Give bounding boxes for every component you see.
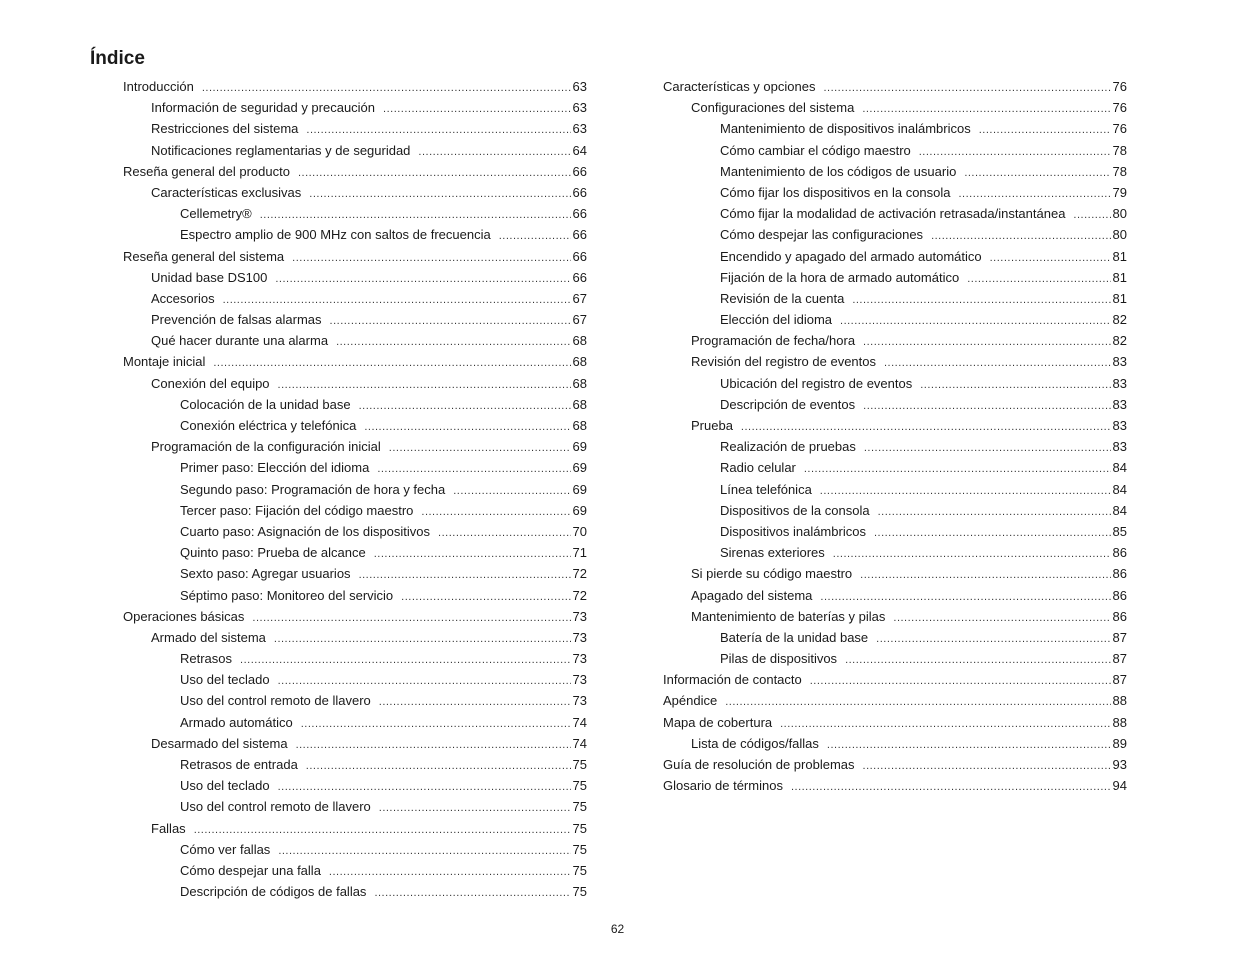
toc-entry-label: Mantenimiento de baterías y pilas bbox=[691, 608, 886, 624]
toc-entry bbox=[123, 457, 587, 478]
toc-entry-label: Características y opciones bbox=[663, 79, 816, 94]
toc-dot-leader bbox=[862, 99, 1110, 120]
toc-entry bbox=[663, 182, 1127, 203]
toc-entry bbox=[663, 415, 1127, 436]
toc-entry bbox=[123, 690, 587, 711]
toc-entry-page: 63 bbox=[572, 79, 587, 94]
toc-dot-leader bbox=[967, 269, 1110, 290]
toc-dot-leader bbox=[278, 777, 571, 798]
toc-dot-leader bbox=[845, 650, 1110, 671]
toc-entry-page: 72 bbox=[572, 587, 587, 603]
toc-entry-label: Mantenimiento de dispositivos inalámbricos bbox=[720, 121, 971, 137]
toc-dot-leader bbox=[791, 777, 1111, 798]
toc-entry-page: 75 bbox=[572, 757, 587, 772]
toc-dot-leader bbox=[379, 692, 571, 713]
toc-entry-page: 75 bbox=[572, 820, 587, 836]
toc-entry bbox=[123, 839, 587, 860]
toc-entry bbox=[123, 267, 587, 288]
toc-entry-page: 75 bbox=[572, 862, 587, 878]
toc-entry bbox=[123, 161, 587, 182]
toc-entry-page: 78 bbox=[1112, 163, 1127, 179]
toc-entry-label: Tercer paso: Fijación del código maestro bbox=[180, 502, 414, 518]
toc-entry-label: Unidad base DS100 bbox=[151, 269, 268, 285]
toc-entry-label: Armado automático bbox=[180, 714, 293, 730]
toc-entry-label: Apéndice bbox=[663, 693, 718, 709]
toc-dot-leader bbox=[878, 502, 1111, 523]
toc-entry-label: Lista de códigos/fallas bbox=[691, 735, 819, 751]
toc-entry-label: Desarmado del sistema bbox=[151, 735, 288, 751]
toc-entry-label: Segundo paso: Programación de hora y fecha bbox=[180, 481, 446, 497]
toc-entry bbox=[123, 246, 587, 267]
toc-entry bbox=[123, 140, 587, 161]
toc-dot-leader bbox=[959, 184, 1111, 205]
toc-dot-leader bbox=[274, 629, 571, 650]
toc-dot-leader bbox=[876, 629, 1110, 650]
toc-entry bbox=[663, 521, 1127, 542]
toc-entry bbox=[123, 733, 587, 754]
toc-dot-leader bbox=[931, 226, 1110, 247]
toc-entry-label: Programación de la configuración inicial bbox=[151, 439, 381, 455]
toc-dot-leader bbox=[260, 205, 571, 226]
toc-dot-leader bbox=[306, 756, 571, 777]
toc-entry-label: Dispositivos inalámbricos bbox=[720, 523, 866, 539]
toc-entry bbox=[663, 500, 1127, 521]
toc-entry bbox=[123, 563, 587, 584]
toc-entry-page: 84 bbox=[1112, 502, 1127, 518]
toc-entry bbox=[663, 161, 1127, 182]
toc-entry-page: 73 bbox=[572, 672, 587, 688]
toc-entry-page: 66 bbox=[572, 227, 587, 243]
toc-entry bbox=[663, 330, 1127, 351]
toc-entry-page: 66 bbox=[572, 184, 587, 200]
toc-entry bbox=[123, 309, 587, 330]
toc-entry bbox=[123, 627, 587, 648]
toc-dot-leader bbox=[860, 565, 1110, 586]
toc-entry-page: 75 bbox=[572, 884, 587, 900]
toc-dot-leader bbox=[453, 481, 570, 502]
toc-entry-page: 71 bbox=[572, 545, 587, 561]
toc-dot-leader bbox=[329, 862, 571, 883]
toc-dot-leader bbox=[301, 714, 571, 735]
toc-entry-label: Cómo despejar una falla bbox=[180, 862, 321, 878]
toc-dot-leader bbox=[863, 332, 1110, 353]
toc-entry-page: 68 bbox=[572, 354, 587, 370]
toc-entry-label: Introducción bbox=[123, 79, 194, 94]
toc-entry-label: Mantenimiento de los códigos de usuario bbox=[720, 163, 957, 179]
toc-dot-leader bbox=[298, 163, 571, 184]
toc-entry-page: 68 bbox=[572, 375, 587, 391]
toc-entry-page: 84 bbox=[1112, 481, 1127, 497]
toc-dot-leader bbox=[418, 142, 570, 163]
toc-dot-leader bbox=[194, 820, 571, 841]
toc-dot-leader bbox=[213, 353, 570, 374]
toc-dot-leader bbox=[401, 587, 570, 608]
toc-entry-page: 76 bbox=[1112, 100, 1127, 116]
toc-entry-label: Uso del control remoto de llavero bbox=[180, 799, 371, 815]
toc-entry-page: 75 bbox=[572, 841, 587, 857]
toc-entry bbox=[663, 648, 1127, 669]
toc-dot-leader bbox=[252, 608, 570, 629]
toc-entry bbox=[123, 394, 587, 415]
toc-entry bbox=[663, 690, 1127, 711]
toc-entry bbox=[663, 436, 1127, 457]
toc-entry-label: Si pierde su código maestro bbox=[691, 566, 853, 582]
toc-entry-page: 83 bbox=[1112, 354, 1127, 370]
toc-entry-page: 63 bbox=[572, 121, 587, 137]
toc-entry-label: Pilas de dispositivos bbox=[720, 651, 838, 667]
toc-entry bbox=[663, 267, 1127, 288]
toc-dot-leader bbox=[725, 692, 1110, 713]
toc-entry-page: 68 bbox=[572, 333, 587, 349]
toc-dot-leader bbox=[979, 120, 1111, 141]
toc-entry-label: Conexión del equipo bbox=[151, 375, 270, 391]
toc-entry bbox=[663, 669, 1127, 690]
toc-entry bbox=[663, 712, 1127, 733]
toc-dot-leader bbox=[919, 142, 1111, 163]
toc-entry-page: 76 bbox=[1112, 121, 1127, 137]
toc-entry bbox=[123, 436, 587, 457]
toc-entry-label: Séptimo paso: Monitoreo del servicio bbox=[180, 587, 394, 603]
toc-dot-leader bbox=[840, 311, 1111, 332]
toc-dot-leader bbox=[306, 120, 570, 141]
toc-entry-page: 74 bbox=[572, 735, 587, 751]
toc-dot-leader bbox=[852, 290, 1110, 311]
toc-entry bbox=[123, 542, 587, 563]
toc-entry-page: 81 bbox=[1112, 269, 1127, 285]
toc-entry-page: 83 bbox=[1112, 439, 1127, 455]
toc-dot-leader bbox=[833, 544, 1111, 565]
toc-entry bbox=[663, 754, 1127, 775]
toc-entry-page: 66 bbox=[572, 269, 587, 285]
toc-entry bbox=[663, 479, 1127, 500]
toc-entry-page: 86 bbox=[1112, 566, 1127, 582]
toc-entry-label: Primer paso: Elección del idioma bbox=[180, 460, 370, 476]
toc-entry-page: 80 bbox=[1112, 206, 1127, 222]
toc-entry-label: Espectro amplio de 900 MHz con saltos de frecuencia bbox=[180, 227, 491, 243]
page-number: 62 bbox=[610, 922, 625, 936]
toc-dot-leader bbox=[379, 798, 571, 819]
toc-entry-page: 94 bbox=[1112, 778, 1127, 794]
toc-entry bbox=[663, 97, 1127, 118]
toc-dot-leader bbox=[383, 99, 571, 120]
toc-entry-page: 86 bbox=[1112, 545, 1127, 561]
toc-entry bbox=[123, 585, 587, 606]
toc-entry bbox=[123, 648, 587, 669]
toc-dot-leader bbox=[499, 226, 571, 247]
toc-entry bbox=[663, 203, 1127, 224]
toc-entry-page: 80 bbox=[1112, 227, 1127, 243]
toc-entry-label: Realización de pruebas bbox=[720, 439, 856, 455]
toc-entry-page: 87 bbox=[1112, 629, 1127, 645]
toc-entry bbox=[123, 224, 587, 245]
toc-entry-page: 63 bbox=[572, 100, 587, 116]
toc-entry-label: Quinto paso: Prueba de alcance bbox=[180, 545, 366, 561]
toc-entry bbox=[123, 712, 587, 733]
toc-entry bbox=[123, 479, 587, 500]
toc-entry-label: Guía de resolución de problemas bbox=[663, 757, 855, 772]
toc-left-column bbox=[123, 76, 587, 902]
toc-entry-page: 83 bbox=[1112, 375, 1127, 391]
toc-entry-page: 86 bbox=[1112, 587, 1127, 603]
toc-entry-label: Mapa de cobertura bbox=[663, 714, 773, 730]
toc-entry bbox=[123, 97, 587, 118]
toc-dot-leader bbox=[804, 459, 1111, 480]
toc-entry bbox=[123, 775, 587, 796]
toc-entry-page: 88 bbox=[1112, 693, 1127, 709]
toc-entry-label: Cómo cambiar el código maestro bbox=[720, 142, 911, 158]
toc-dot-leader bbox=[990, 248, 1111, 269]
toc-entry-label: Retrasos de entrada bbox=[180, 757, 298, 772]
toc-dot-leader bbox=[364, 417, 570, 438]
toc-entry-label: Información de contacto bbox=[663, 672, 802, 688]
toc-entry-page: 66 bbox=[572, 206, 587, 222]
toc-dot-leader bbox=[292, 248, 570, 269]
toc-entry bbox=[663, 76, 1127, 97]
toc-entry bbox=[123, 881, 587, 902]
toc-dot-leader bbox=[296, 735, 571, 756]
toc-dot-leader bbox=[278, 375, 571, 396]
toc-entry-page: 72 bbox=[572, 566, 587, 582]
toc-dot-leader bbox=[964, 163, 1110, 184]
toc-entry bbox=[123, 521, 587, 542]
toc-entry-page: 73 bbox=[572, 608, 587, 624]
toc-entry-page: 89 bbox=[1112, 735, 1127, 751]
toc-dot-leader bbox=[223, 290, 571, 311]
toc-entry-page: 67 bbox=[572, 290, 587, 306]
toc-entry bbox=[123, 182, 587, 203]
toc-entry-label: Sexto paso: Agregar usuarios bbox=[180, 566, 351, 582]
toc-right-column bbox=[663, 76, 1127, 796]
toc-entry bbox=[123, 330, 587, 351]
toc-entry-page: 74 bbox=[572, 714, 587, 730]
toc-entry bbox=[663, 224, 1127, 245]
toc-entry bbox=[663, 733, 1127, 754]
toc-entry-page: 81 bbox=[1112, 248, 1127, 264]
toc-entry-page: 69 bbox=[572, 481, 587, 497]
toc-entry bbox=[123, 606, 587, 627]
toc-dot-leader bbox=[827, 735, 1111, 756]
toc-entry bbox=[663, 606, 1127, 627]
toc-entry-label: Colocación de la unidad base bbox=[180, 396, 351, 412]
toc-entry-label: Descripción de eventos bbox=[720, 396, 856, 412]
toc-entry-page: 79 bbox=[1112, 184, 1127, 200]
toc-entry bbox=[123, 669, 587, 690]
toc-entry bbox=[123, 818, 587, 839]
toc-entry-page: 68 bbox=[572, 396, 587, 412]
toc-entry bbox=[663, 118, 1127, 139]
toc-dot-leader bbox=[359, 396, 571, 417]
toc-entry-page: 66 bbox=[572, 248, 587, 264]
toc-dot-leader bbox=[275, 269, 570, 290]
toc-entry bbox=[123, 76, 587, 97]
toc-dot-leader bbox=[884, 353, 1111, 374]
toc-dot-leader bbox=[820, 481, 1111, 502]
toc-dot-leader bbox=[336, 332, 570, 353]
toc-entry-page: 73 bbox=[572, 651, 587, 667]
toc-dot-leader bbox=[863, 396, 1110, 417]
toc-entry-label: Dispositivos de la consola bbox=[720, 502, 870, 518]
toc-dot-leader bbox=[240, 650, 571, 671]
toc-entry bbox=[123, 500, 587, 521]
toc-entry bbox=[123, 796, 587, 817]
toc-entry bbox=[663, 627, 1127, 648]
toc-entry-label: Cómo fijar los dispositivos en la consola bbox=[720, 184, 951, 200]
toc-entry-label: Revisión del registro de eventos bbox=[691, 354, 876, 370]
toc-entry-page: 82 bbox=[1112, 333, 1127, 349]
toc-entry-page: 82 bbox=[1112, 312, 1127, 328]
toc-entry-label: Cellemetry® bbox=[180, 206, 252, 222]
toc-entry-label: Uso del teclado bbox=[180, 672, 270, 688]
toc-entry-page: 75 bbox=[572, 778, 587, 794]
toc-dot-leader bbox=[1073, 205, 1110, 226]
toc-dot-leader bbox=[421, 502, 570, 523]
toc-entry-page: 83 bbox=[1112, 418, 1127, 433]
toc-entry-page: 73 bbox=[572, 629, 587, 645]
toc-entry bbox=[663, 775, 1127, 796]
toc-entry bbox=[663, 309, 1127, 330]
toc-entry bbox=[123, 351, 587, 372]
toc-entry-label: Cómo ver fallas bbox=[180, 841, 271, 857]
toc-dot-leader bbox=[741, 417, 1111, 438]
toc-entry-label: Descripción de códigos de fallas bbox=[180, 884, 367, 900]
toc-dot-leader bbox=[920, 375, 1110, 396]
toc-entry bbox=[123, 373, 587, 394]
toc-entry-page: 64 bbox=[572, 142, 587, 158]
toc-dot-leader bbox=[374, 883, 570, 904]
toc-entry bbox=[123, 415, 587, 436]
toc-entry-label: Cómo fijar la modalidad de activación retrasada/instantánea bbox=[720, 206, 1066, 222]
toc-entry-page: 87 bbox=[1112, 672, 1127, 688]
toc-entry bbox=[123, 203, 587, 224]
toc-entry-page: 69 bbox=[572, 460, 587, 476]
toc-dot-leader bbox=[863, 756, 1111, 777]
page-title: Índice bbox=[90, 48, 145, 69]
toc-entry-label: Radio celular bbox=[720, 460, 796, 476]
toc-entry-label: Elección del idioma bbox=[720, 312, 833, 328]
toc-entry-page: 76 bbox=[1112, 79, 1127, 94]
toc-entry-label: Armado del sistema bbox=[151, 629, 266, 645]
toc-entry-page: 85 bbox=[1112, 523, 1127, 539]
toc-entry-page: 93 bbox=[1112, 757, 1127, 772]
toc-dot-leader bbox=[278, 671, 571, 692]
toc-entry-label: Prevención de falsas alarmas bbox=[151, 312, 322, 328]
toc-entry-page: 68 bbox=[572, 418, 587, 433]
toc-entry bbox=[663, 563, 1127, 584]
toc-entry bbox=[663, 373, 1127, 394]
toc-entry-label: Uso del teclado bbox=[180, 778, 270, 794]
toc-entry-label: Características exclusivas bbox=[151, 184, 302, 200]
toc-dot-leader bbox=[278, 841, 570, 862]
toc-entry-label: Reseña general del producto bbox=[123, 163, 290, 179]
toc-entry-label: Encendido y apagado del armado automático bbox=[720, 248, 982, 264]
toc-entry-label: Operaciones básicas bbox=[123, 608, 245, 624]
toc-dot-leader bbox=[820, 587, 1110, 608]
toc-dot-leader bbox=[202, 78, 571, 99]
toc-entry bbox=[663, 246, 1127, 267]
toc-dot-leader bbox=[810, 671, 1111, 692]
toc-entry-page: 70 bbox=[572, 523, 587, 539]
toc-entry bbox=[663, 140, 1127, 161]
toc-dot-leader bbox=[823, 78, 1110, 99]
toc-dot-leader bbox=[359, 565, 571, 586]
toc-entry-label: Glosario de términos bbox=[663, 778, 783, 794]
toc-entry-label: Uso del control remoto de llavero bbox=[180, 693, 371, 709]
toc-entry-label: Programación de fecha/hora bbox=[691, 333, 856, 349]
toc-entry-page: 84 bbox=[1112, 460, 1127, 476]
toc-entry-page: 78 bbox=[1112, 142, 1127, 158]
toc-entry-label: Retrasos bbox=[180, 651, 233, 667]
toc-entry bbox=[123, 754, 587, 775]
toc-entry-page: 86 bbox=[1112, 608, 1127, 624]
toc-entry-label: Ubicación del registro de eventos bbox=[720, 375, 913, 391]
toc-dot-leader bbox=[893, 608, 1110, 629]
toc-entry bbox=[663, 394, 1127, 415]
toc-entry-page: 69 bbox=[572, 502, 587, 518]
toc-entry-label: Reseña general del sistema bbox=[123, 248, 285, 264]
toc-entry-label: Conexión eléctrica y telefónica bbox=[180, 418, 357, 433]
toc-entry-page: 75 bbox=[572, 799, 587, 815]
toc-dot-leader bbox=[874, 523, 1111, 544]
toc-dot-leader bbox=[780, 714, 1110, 735]
toc-entry bbox=[123, 288, 587, 309]
toc-entry-label: Restricciones del sistema bbox=[151, 121, 299, 137]
toc-entry-label: Accesorios bbox=[151, 290, 215, 306]
toc-dot-leader bbox=[438, 523, 570, 544]
toc-entry-label: Revisión de la cuenta bbox=[720, 290, 845, 306]
toc-entry bbox=[663, 351, 1127, 372]
toc-entry bbox=[663, 542, 1127, 563]
toc-entry-page: 69 bbox=[572, 439, 587, 455]
toc-entry bbox=[663, 585, 1127, 606]
toc-entry-page: 66 bbox=[572, 163, 587, 179]
toc-entry-label: Fallas bbox=[151, 820, 186, 836]
toc-entry bbox=[663, 288, 1127, 309]
toc-dot-leader bbox=[309, 184, 570, 205]
toc-entry-label: Fijación de la hora de armado automático bbox=[720, 269, 960, 285]
toc-dot-leader bbox=[374, 544, 571, 565]
toc-entry bbox=[123, 118, 587, 139]
toc-dot-leader bbox=[377, 459, 570, 480]
toc-entry-label: Sirenas exteriores bbox=[720, 545, 825, 561]
toc-entry-page: 83 bbox=[1112, 396, 1127, 412]
toc-entry bbox=[663, 457, 1127, 478]
toc-entry-label: Notificaciones reglamentarias y de seguridad bbox=[151, 142, 411, 158]
toc-entry-label: Montaje inicial bbox=[123, 354, 206, 370]
toc-entry-page: 67 bbox=[572, 312, 587, 328]
toc-entry-label: Qué hacer durante una alarma bbox=[151, 333, 329, 349]
toc-entry-label: Línea telefónica bbox=[720, 481, 812, 497]
toc-entry-label: Configuraciones del sistema bbox=[691, 100, 855, 116]
toc-entry bbox=[123, 860, 587, 881]
toc-entry-page: 87 bbox=[1112, 651, 1127, 667]
toc-entry-page: 73 bbox=[572, 693, 587, 709]
toc-entry-label: Cuarto paso: Asignación de los dispositivos bbox=[180, 523, 431, 539]
toc-entry-label: Prueba bbox=[691, 418, 733, 433]
toc-dot-leader bbox=[389, 438, 571, 459]
toc-dot-leader bbox=[330, 311, 571, 332]
toc-dot-leader bbox=[864, 438, 1111, 459]
toc-entry-page: 81 bbox=[1112, 290, 1127, 306]
toc-entry-label: Información de seguridad y precaución bbox=[151, 100, 376, 116]
toc-entry-page: 88 bbox=[1112, 714, 1127, 730]
toc-entry-label: Cómo despejar las configuraciones bbox=[720, 227, 924, 243]
toc-entry-label: Apagado del sistema bbox=[691, 587, 813, 603]
toc-entry-label: Batería de la unidad base bbox=[720, 629, 869, 645]
